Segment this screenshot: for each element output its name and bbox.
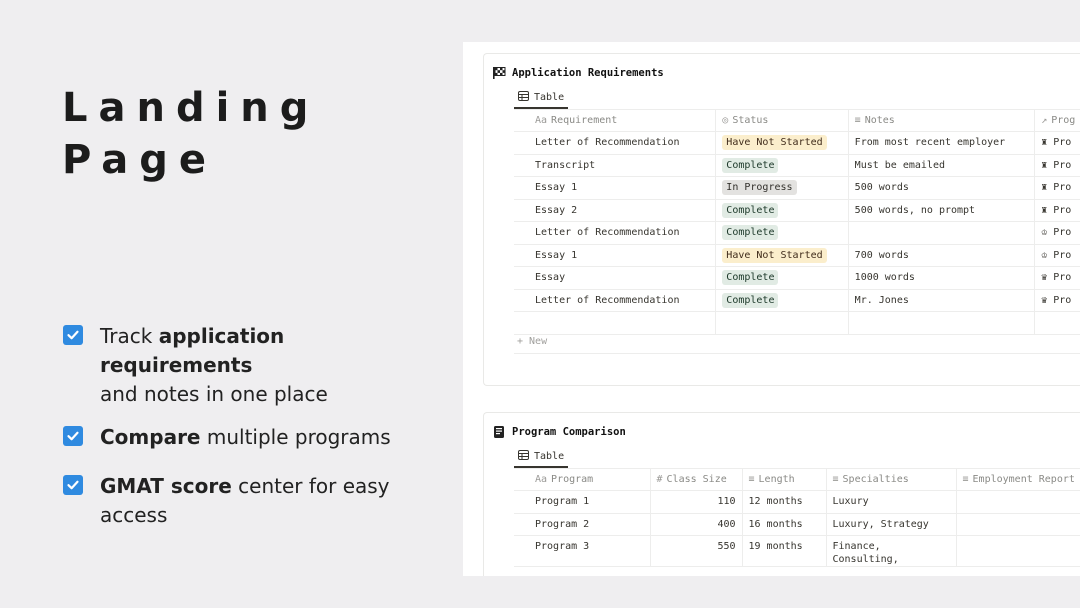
program-cell[interactable] (1035, 267, 1080, 290)
chess-piece-icon: ♜ (1041, 182, 1048, 194)
status-badge: Complete (722, 293, 778, 308)
column-label: Specialties (842, 473, 909, 485)
tab-label: Table (534, 450, 565, 462)
lines-icon: ≡ (962, 473, 969, 485)
status-cell[interactable] (716, 222, 848, 245)
table-row[interactable] (514, 244, 1080, 267)
table-icon (518, 91, 529, 104)
feature-item (63, 322, 443, 409)
table-row[interactable] (514, 289, 1080, 312)
feature-item (63, 423, 443, 452)
status-badge: Complete (722, 225, 778, 240)
column-label: Program (551, 473, 594, 485)
column-header-notes[interactable] (848, 109, 1035, 132)
table-icon (518, 450, 529, 463)
table-header-row (514, 468, 1080, 491)
chess-piece-icon: ♔ (1041, 227, 1048, 239)
class-size-value: 110 (717, 496, 736, 508)
column-header-program[interactable] (514, 468, 650, 491)
program-comparison-database (483, 412, 1080, 576)
status-badge: In Progress (722, 180, 796, 195)
application-requirements-database (483, 53, 1080, 386)
table-row[interactable] (514, 536, 1080, 567)
requirement-text: Letter of Recommendation (535, 227, 680, 239)
table-row[interactable] (514, 132, 1080, 155)
requirement-cell[interactable] (514, 154, 716, 177)
status-cell[interactable] (716, 244, 848, 267)
length-cell[interactable] (742, 491, 826, 514)
program-link: Pro (1053, 137, 1072, 149)
status-badge: Complete (722, 158, 778, 173)
relation-arrow-icon: ↗ (1041, 114, 1048, 126)
column-label: Requirement (551, 114, 618, 126)
status-cell[interactable] (716, 154, 848, 177)
checkbox-checked-icon (63, 426, 83, 446)
column-header-employment-report[interactable] (956, 468, 1080, 491)
notes-cell[interactable] (848, 244, 1035, 267)
notes-cell[interactable] (848, 154, 1035, 177)
database-title[interactable] (492, 66, 664, 80)
length-cell[interactable] (742, 513, 826, 536)
table-row[interactable] (514, 154, 1080, 177)
feature-text (100, 472, 443, 530)
program-link: Pro (1053, 272, 1072, 284)
feature-item (63, 472, 443, 530)
table-row[interactable] (514, 267, 1080, 290)
specialties-value: Finance, Consulting, (832, 541, 899, 565)
requirement-cell[interactable] (514, 177, 716, 200)
feature-text: Track application requirements and notes in one place (100, 324, 328, 406)
database-title[interactable] (492, 425, 626, 439)
lines-icon: ≡ (854, 114, 861, 126)
column-header-program[interactable] (1035, 109, 1080, 132)
notes-text: Must be emailed (854, 159, 945, 171)
notes-cell[interactable] (848, 222, 1035, 245)
status-badge: Have Not Started (722, 248, 826, 263)
notes-cell[interactable] (848, 177, 1035, 200)
employment-report-cell[interactable] (956, 536, 1080, 567)
number-property-icon: # (656, 473, 663, 485)
lines-icon: ≡ (748, 473, 755, 485)
tab-label: Table (534, 91, 565, 103)
status-cell[interactable] (716, 177, 848, 200)
program-cell[interactable] (1035, 154, 1080, 177)
requirement-text: Essay 1 (535, 182, 578, 194)
requirement-text: Letter of Recommendation (535, 137, 680, 149)
notes-text: Mr. Jones (854, 294, 909, 306)
table-row[interactable] (514, 199, 1080, 222)
checkered-flag-icon (492, 66, 506, 80)
feature-rest: multiple programs (200, 425, 391, 449)
specialties-cell[interactable] (826, 513, 956, 536)
program-cell[interactable] (1035, 289, 1080, 312)
program-table (514, 468, 1080, 567)
notes-text: 500 words, no prompt (854, 204, 976, 216)
program-cell[interactable] (1035, 244, 1080, 267)
chess-piece-icon: ♜ (1041, 137, 1048, 149)
hero-title (62, 82, 319, 186)
notes-text: 500 words (854, 182, 909, 194)
requirement-cell[interactable] (514, 244, 716, 267)
program-name-cell[interactable] (514, 513, 650, 536)
notion-page-preview (463, 42, 1080, 576)
chess-piece-icon: ♔ (1041, 249, 1048, 261)
requirement-cell[interactable] (514, 222, 716, 245)
table-row[interactable] (514, 177, 1080, 200)
requirement-cell[interactable] (514, 289, 716, 312)
employment-report-cell[interactable] (956, 513, 1080, 536)
chess-piece-icon: ♜ (1041, 204, 1048, 216)
specialties-value: Luxury, Strategy (832, 518, 929, 530)
notes-cell[interactable] (848, 267, 1035, 290)
specialties-cell[interactable] (826, 536, 956, 567)
program-cell[interactable] (1035, 199, 1080, 222)
empty-cell[interactable] (1035, 312, 1080, 335)
length-cell[interactable] (742, 536, 826, 567)
requirement-text: Essay 1 (535, 249, 578, 261)
text-property-icon: Aa (535, 114, 548, 126)
class-size-value: 400 (717, 518, 736, 530)
checkbox-checked-icon (63, 475, 83, 495)
column-label: Prog (1051, 114, 1076, 126)
tab-table-view[interactable] (514, 87, 568, 109)
employment-report-cell[interactable] (956, 491, 1080, 514)
status-property-icon: ◎ (722, 114, 729, 126)
column-label: Status (732, 114, 769, 126)
program-name-cell[interactable] (514, 491, 650, 514)
notes-cell[interactable] (848, 199, 1035, 222)
length-value: 12 months (748, 496, 803, 508)
program-link: Pro (1053, 204, 1072, 216)
length-value: 19 months (748, 541, 803, 552)
program-name-text: Program 1 (535, 496, 590, 508)
hero-title-line2: Page (62, 137, 217, 183)
program-link: Pro (1053, 294, 1072, 306)
length-value: 16 months (748, 518, 803, 530)
specialties-cell[interactable] (826, 491, 956, 514)
program-link: Pro (1053, 227, 1072, 239)
status-cell[interactable] (716, 289, 848, 312)
column-label: Class Size (666, 473, 727, 485)
column-label: Employment Report (972, 473, 1075, 485)
chess-piece-icon: ♜ (1041, 159, 1048, 171)
lines-icon: ≡ (832, 473, 839, 485)
column-header-status[interactable] (716, 109, 848, 132)
requirement-cell[interactable] (514, 267, 716, 290)
notes-text: From most recent employer (854, 137, 1006, 149)
empty-row[interactable] (514, 312, 1080, 335)
class-size-cell[interactable] (650, 536, 742, 567)
program-name-cell[interactable] (514, 536, 650, 567)
program-link: Pro (1053, 249, 1072, 261)
requirement-text: Transcript (535, 159, 596, 171)
feature-list (63, 322, 443, 544)
new-row-button[interactable]: + New (517, 336, 548, 347)
specialties-value: Luxury (832, 496, 869, 508)
notes-cell[interactable] (848, 132, 1035, 155)
column-header-class-size[interactable] (650, 468, 742, 491)
requirement-cell[interactable] (514, 132, 716, 155)
notes-text: 1000 words (854, 272, 915, 284)
notes-cell[interactable] (848, 289, 1035, 312)
requirement-text: Essay 2 (535, 204, 578, 216)
hero-title-line1: Landing (62, 85, 320, 131)
feature-text (100, 423, 391, 452)
column-label: Notes (864, 114, 895, 126)
notebook-icon (492, 425, 506, 439)
status-badge: Have Not Started (722, 135, 826, 150)
table-header-row (514, 109, 1080, 132)
status-cell[interactable] (716, 132, 848, 155)
status-badge: Complete (722, 203, 778, 218)
table-row[interactable] (514, 491, 1080, 514)
program-cell[interactable] (1035, 177, 1080, 200)
column-header-requirement[interactable] (514, 109, 716, 132)
chess-piece-icon: ♛ (1041, 272, 1048, 284)
feature-bold: application requirements (100, 324, 285, 377)
column-header-length[interactable] (742, 468, 826, 491)
database-title-text: Application Requirements (512, 67, 664, 79)
checkbox-checked-icon (63, 325, 83, 345)
table-row[interactable] (514, 513, 1080, 536)
status-cell[interactable] (716, 267, 848, 290)
class-size-cell[interactable] (650, 513, 742, 536)
feature-rest: center for easy access (100, 474, 390, 527)
divider (514, 353, 1080, 354)
class-size-value: 550 (717, 541, 736, 552)
requirement-text: Letter of Recommendation (535, 294, 680, 306)
column-header-specialties[interactable] (826, 468, 956, 491)
program-name-text: Program 3 (535, 541, 590, 552)
requirements-table (514, 109, 1080, 335)
notes-text: 700 words (854, 249, 909, 261)
empty-cell[interactable] (716, 312, 848, 335)
feature-bold: Compare (100, 425, 201, 449)
table-row[interactable] (514, 222, 1080, 245)
program-link: Pro (1053, 159, 1072, 171)
requirement-text: Essay (535, 272, 566, 284)
class-size-cell[interactable] (650, 491, 742, 514)
chess-piece-icon: ♛ (1041, 294, 1048, 306)
requirement-cell[interactable] (514, 199, 716, 222)
column-label: Length (758, 473, 795, 485)
program-cell[interactable] (1035, 222, 1080, 245)
empty-cell[interactable] (848, 312, 1035, 335)
status-cell[interactable] (716, 199, 848, 222)
feature-rest: and notes in one place (100, 382, 328, 406)
tab-table-view[interactable] (514, 446, 568, 468)
program-name-text: Program 2 (535, 518, 590, 530)
text-property-icon: Aa (535, 473, 548, 485)
feature-bold: GMAT score (100, 474, 232, 498)
empty-cell[interactable] (514, 312, 716, 335)
status-badge: Complete (722, 270, 778, 285)
program-link: Pro (1053, 182, 1072, 194)
database-title-text: Program Comparison (512, 426, 626, 438)
program-cell[interactable] (1035, 132, 1080, 155)
